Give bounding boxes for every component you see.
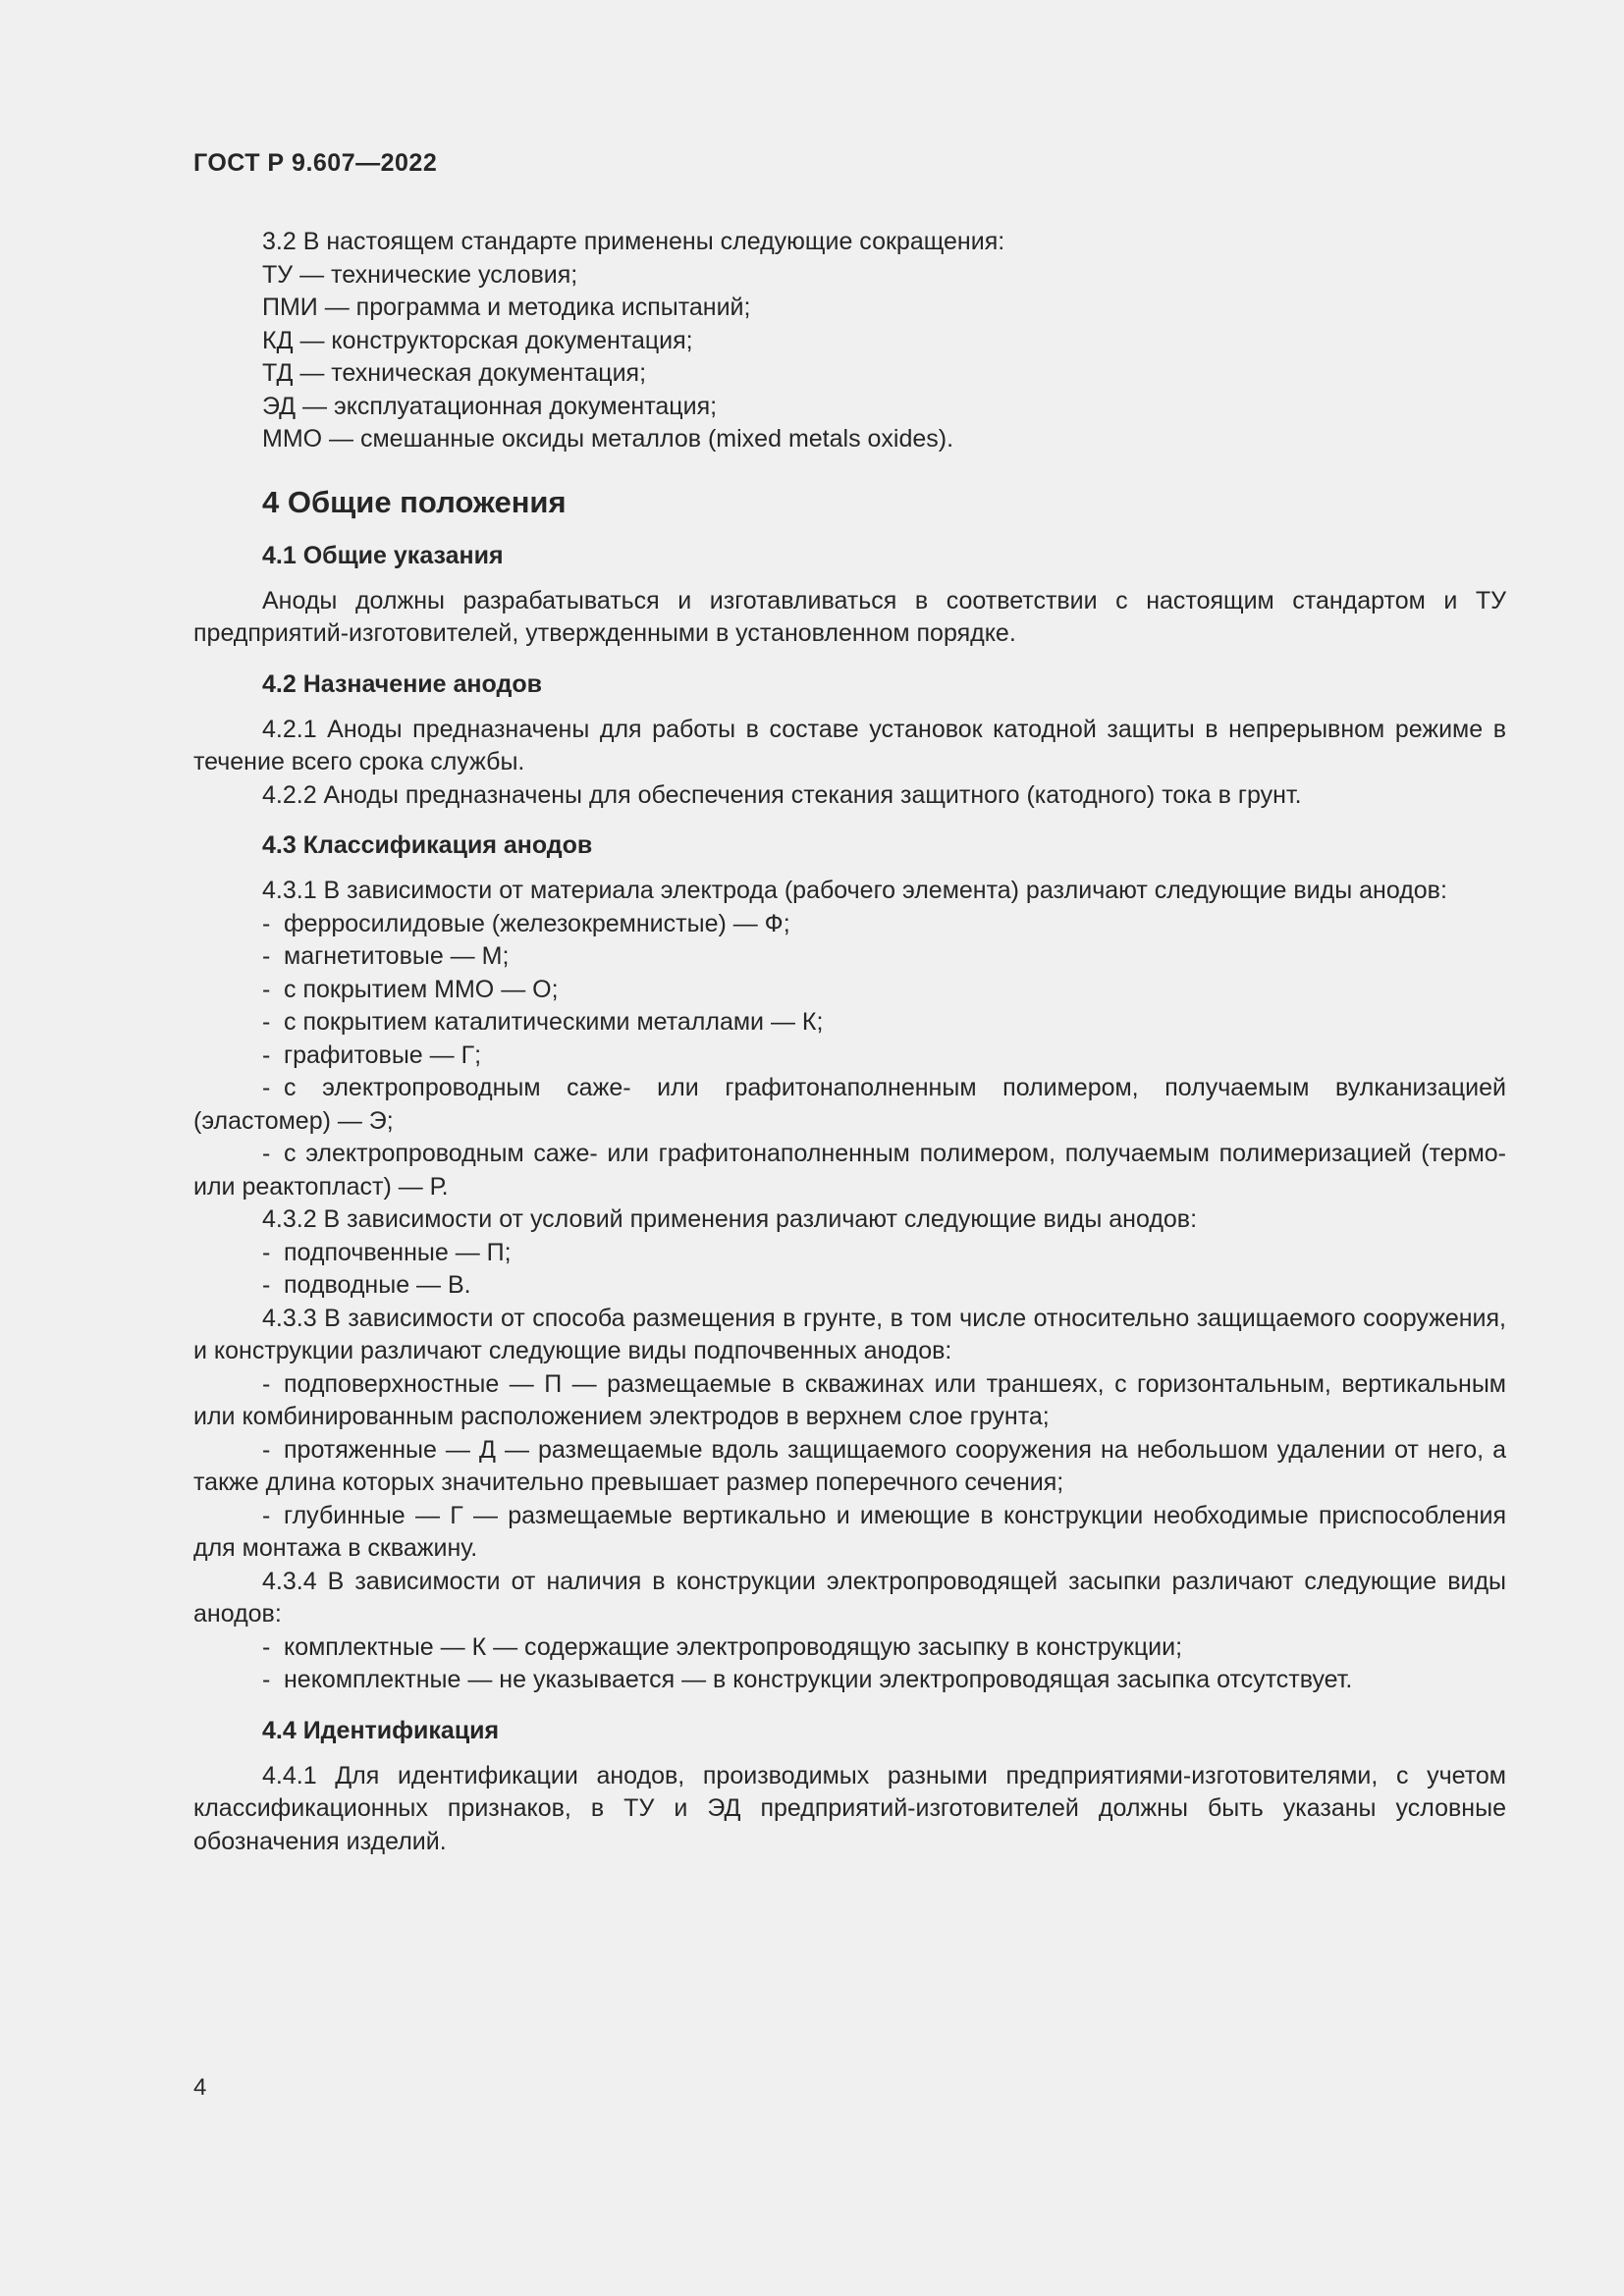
list-item: - некомплектные — не указывается — в конструкции электропроводящая засыпка отсутствует. — [193, 1664, 1506, 1697]
list-marker: - — [262, 1666, 271, 1693]
list-item: - с покрытием каталитическими металлами — К; — [193, 1006, 1506, 1040]
abbreviation-item: ЭД — эксплуатационная документация; — [262, 392, 718, 420]
abbreviation-item: ТД — техническая документация; — [262, 359, 647, 387]
paragraph-4-3-1: 4.3.1 В зависимости от материала электрода (рабочего элемента) различают следующие виды анодов: — [262, 877, 1447, 904]
document-body — [193, 226, 1506, 1858]
list-item: - с электропроводным саже- или графитонаполненным полимером, получаемым вулканизацией (эластомер) — Э; — [193, 1074, 1506, 1135]
paragraph-4-3-4: 4.3.4 В зависимости от наличия в конструкции электропроводящей засыпки различают следующие виды анодов: — [193, 1567, 1506, 1628]
list-4-3-3 — [193, 1368, 1506, 1566]
paragraph-4-2-1: 4.2.1 Аноды предназначены для работы в составе установок катодной защиты в непрерывном режиме в течение всего срока службы. — [193, 715, 1506, 775]
paragraph-4-2-2: 4.2.2 Аноды предназначены для обеспечения стекания защитного (катодного) тока в грунт. — [262, 780, 1302, 809]
section-4-4-title: 4.4 Идентификация — [262, 1716, 500, 1744]
list-item: - подводные — В. — [193, 1269, 1506, 1303]
document-page — [193, 0, 1506, 2296]
list-marker: - — [262, 1008, 271, 1036]
list-marker: - — [262, 1632, 271, 1661]
list-4-3-4 — [193, 1631, 1506, 1697]
page-number: 4 — [193, 2074, 207, 2101]
list-item: - ферросилидовые (железокремнистые) — Ф; — [193, 908, 1506, 941]
abbreviation-item: ММО — смешанные оксиды металлов (mixed metals oxides). — [262, 425, 954, 453]
list-item: - с электропроводным саже- или графитонаполненным полимером, получаемым полимеризацией (термо- или реактопласт) — Р. — [193, 1140, 1506, 1201]
list-4-3-1 — [193, 908, 1506, 1204]
list-marker: - — [262, 1369, 271, 1398]
list-marker: - — [262, 975, 271, 1003]
paragraph-4-3-2: 4.3.2 В зависимости от условий применения различают следующие виды анодов: — [262, 1205, 1198, 1233]
list-4-3-2 — [193, 1237, 1506, 1303]
list-item: - подповерхностные — П — размещаемые в скважинах или траншеях, с горизонтальным, вертикальным или комбинированным расположением электродов в верхнем слое грунта; — [193, 1369, 1506, 1430]
abbreviation-item: ТУ — технические условия; — [262, 260, 578, 289]
abbreviation-item: КД — конструкторская документация; — [262, 326, 693, 354]
list-item: - протяженные — Д — размещаемые вдоль защищаемого сооружения на небольшом удалении от него, а также длина которых значительно превышает размер поперечного сечения; — [193, 1435, 1506, 1496]
paragraph-4-4-1: 4.4.1 Для идентификации анодов, производимых разными предприятиями-изготовителями, с учетом классификационных признаков, в ТУ и ЭД предприятий-изготовителей должны быть указаны условные обозначения изделий. — [193, 1761, 1506, 1855]
section-4-3-title: 4.3 Классификация анодов — [262, 831, 593, 859]
list-item: - магнетитовые — М; — [193, 940, 1506, 974]
list-marker: - — [262, 1074, 271, 1101]
list-item: - комплектные — К — содержащие электропроводящую засыпку в конструкции; — [193, 1631, 1506, 1665]
list-marker: - — [262, 1238, 271, 1266]
list-marker: - — [262, 1271, 271, 1299]
list-marker: - — [262, 942, 271, 970]
document-header: ГОСТ Р 9.607—2022 — [193, 149, 438, 177]
abbreviations-block — [193, 226, 1506, 456]
section-4-2-title: 4.2 Назначение анодов — [262, 669, 542, 698]
list-item: - с покрытием ММО — О; — [193, 974, 1506, 1007]
list-marker: - — [262, 909, 271, 937]
abbreviations-intro: 3.2 В настоящем стандарте применены следующие сокращения: — [262, 228, 1005, 255]
list-marker: - — [262, 1435, 271, 1464]
list-marker: - — [262, 1140, 271, 1167]
abbreviation-item: ПМИ — программа и методика испытаний; — [262, 294, 751, 321]
list-item: - графитовые — Г; — [193, 1040, 1506, 1073]
section-4-title: 4 Общие положения — [262, 484, 567, 519]
list-marker: - — [262, 1041, 271, 1069]
list-marker: - — [262, 1501, 271, 1529]
list-item: - подпочвенные — П; — [193, 1237, 1506, 1270]
list-item: - глубинные — Г — размещаемые вертикально и имеющие в конструкции необходимые приспособления для монтажа в скважину. — [193, 1501, 1506, 1562]
section-4-1-title: 4.1 Общие указания — [262, 541, 504, 569]
paragraph-4-3-3: 4.3.3 В зависимости от способа размещения в грунте, в том числе относительно защищаемого сооружения, и конструкции различают следующие виды подпочвенных анодов: — [193, 1304, 1506, 1364]
paragraph-4-1: Аноды должны разрабатываться и изготавливаться в соответствии с настоящим стандартом и ТУ предприятий-изготовителей, утвержденными в установленном порядке. — [193, 586, 1506, 647]
